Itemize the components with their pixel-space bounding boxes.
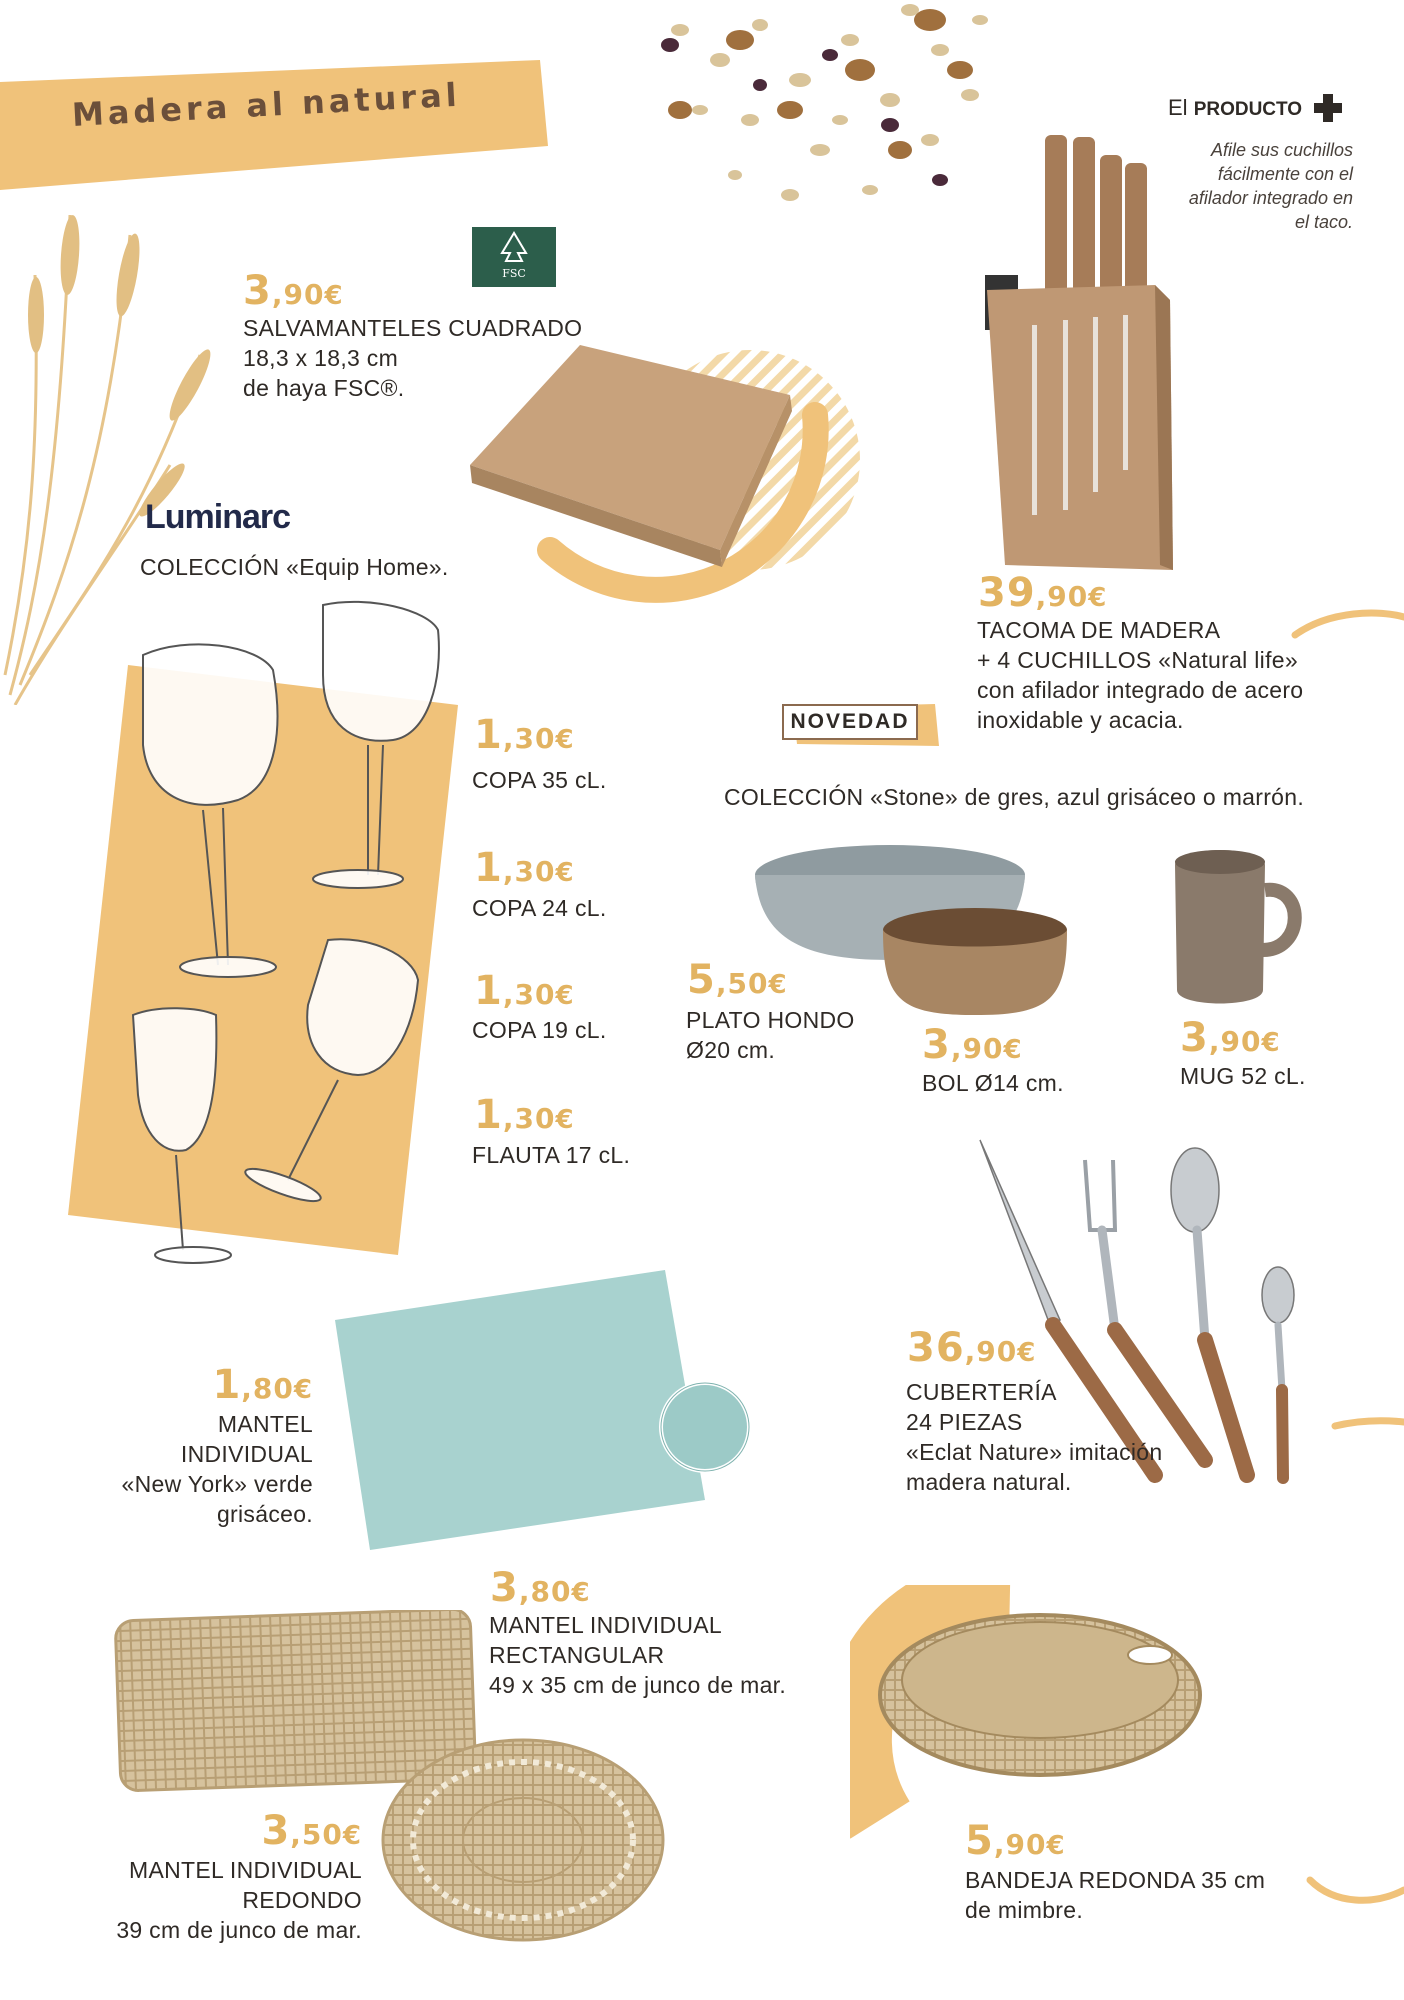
price-decimal: ,90 xyxy=(964,1335,1018,1368)
flauta-description: FLAUTA 17 cL. xyxy=(472,1142,631,1168)
bandeja-price xyxy=(965,1818,1066,1864)
price-decimal: ,30 xyxy=(502,722,556,755)
note-line: Afile sus cuchillos xyxy=(1210,140,1353,160)
mug-description: MUG 52 cL. xyxy=(1180,1063,1306,1089)
price-currency: € xyxy=(555,1105,575,1135)
price-integer: 3 xyxy=(261,1808,291,1854)
price-integer: 3 xyxy=(1180,1015,1209,1061)
mantel-ny-price xyxy=(200,1362,313,1408)
copa35-price xyxy=(474,712,575,758)
note-line: fácilmente con el xyxy=(1217,164,1353,184)
price-integer: 1 xyxy=(212,1362,242,1408)
description-line: 18,3 x 18,3 cm xyxy=(243,345,399,371)
fsc-logo xyxy=(472,227,556,287)
flauta-price xyxy=(474,1092,575,1138)
description-line: + 4 CUCHILLOS «Natural life» xyxy=(977,647,1298,673)
price-integer: 1 xyxy=(474,1092,503,1138)
price-decimal: ,90 xyxy=(1208,1025,1262,1058)
price-currency: € xyxy=(293,1375,313,1405)
page-title: Madera al natural xyxy=(71,75,462,134)
mantel-new-york-image xyxy=(330,1265,770,1555)
description-line: «Eclat Nature» imitación xyxy=(906,1439,1163,1465)
description-line: Ø20 cm. xyxy=(686,1037,776,1063)
plus-icon xyxy=(1312,92,1344,124)
price-decimal: ,30 xyxy=(502,855,556,888)
price-decimal: ,90 xyxy=(950,1032,1004,1065)
price-integer: 36 xyxy=(907,1325,965,1371)
luminarc-collection: COLECCIÓN «Equip Home». xyxy=(140,554,449,580)
price-decimal: ,90 xyxy=(1035,580,1089,613)
description-line: INDIVIDUAL xyxy=(180,1441,313,1467)
decorative-arc xyxy=(1330,1408,1404,1438)
description-line: PLATO HONDO xyxy=(686,1007,855,1033)
producto-plus-heading xyxy=(1168,95,1302,121)
knife-block-image xyxy=(975,125,1185,575)
price-currency: € xyxy=(555,981,575,1011)
description-line: MANTEL INDIVIDUAL xyxy=(128,1857,362,1883)
price-decimal: ,30 xyxy=(502,978,556,1011)
bol-description: BOL Ø14 cm. xyxy=(922,1070,1064,1096)
price-integer: 3 xyxy=(243,268,272,314)
price-decimal: ,90 xyxy=(993,1828,1047,1861)
plato-hondo-price xyxy=(687,957,788,1003)
price-integer: 39 xyxy=(978,570,1036,616)
tree-icon xyxy=(472,227,556,267)
price-currency: € xyxy=(571,1578,591,1608)
mantel-ny-description xyxy=(90,1409,313,1529)
description-line: inoxidable y acacia. xyxy=(977,707,1184,733)
bandeja-description xyxy=(965,1865,1265,1925)
description-line: «New York» verde xyxy=(121,1471,313,1497)
note-line: el taco. xyxy=(1294,212,1353,232)
stone-collection: COLECCIÓN «Stone» de gres, azul grisáceo o marrón. xyxy=(724,784,1305,810)
fsc-logo-text: FSC xyxy=(502,267,526,280)
mantel-redondo-price xyxy=(200,1808,362,1854)
price-decimal: ,50 xyxy=(290,1818,343,1851)
tacoma-description xyxy=(977,615,1303,735)
description-line: RECTANGULAR xyxy=(489,1642,665,1668)
price-currency: € xyxy=(1017,1338,1037,1368)
price-integer: 1 xyxy=(474,712,503,758)
producto-plus-prefix: El xyxy=(1168,95,1194,120)
description-line: REDONDO xyxy=(242,1887,362,1913)
tacoma-price xyxy=(978,570,1107,616)
price-integer: 5 xyxy=(965,1818,994,1864)
decorative-arc xyxy=(1290,605,1404,665)
description-line: SALVAMANTELES CUADRADO xyxy=(243,315,583,341)
description-line: de haya FSC®. xyxy=(243,375,405,401)
price-decimal: ,80 xyxy=(518,1575,572,1608)
price-integer: 3 xyxy=(490,1565,519,1611)
mug-price xyxy=(1180,1015,1281,1061)
producto-plus-label: PRODUCTO xyxy=(1193,99,1303,120)
note-line: afilador integrado en xyxy=(1188,188,1353,208)
description-line: MANTEL INDIVIDUAL xyxy=(489,1612,723,1638)
description-line: con afilador integrado de acero xyxy=(977,677,1304,703)
price-currency: € xyxy=(1003,1035,1023,1065)
copa19-description: COPA 19 cL. xyxy=(472,1017,607,1043)
salvamanteles-price xyxy=(243,268,344,314)
copa24-price xyxy=(474,845,575,891)
price-integer: 5 xyxy=(687,957,716,1003)
price-integer: 1 xyxy=(474,968,503,1014)
price-decimal: ,30 xyxy=(502,1102,556,1135)
description-line: CUBERTERÍA xyxy=(906,1379,1057,1405)
mantel-rect-price xyxy=(490,1565,591,1611)
description-line: de mimbre. xyxy=(965,1897,1084,1923)
price-currency: € xyxy=(555,725,575,755)
description-line: grisáceo. xyxy=(216,1501,313,1527)
bol-price xyxy=(922,1022,1023,1068)
price-integer: 1 xyxy=(474,845,503,891)
bandeja-image xyxy=(850,1585,1210,1845)
cuberteria-price xyxy=(907,1325,1036,1371)
copa35-description: COPA 35 cL. xyxy=(472,767,607,793)
description-line: 24 PIEZAS xyxy=(906,1409,1023,1435)
description-line: 39 cm de junco de mar. xyxy=(116,1917,362,1943)
price-currency: € xyxy=(1046,1831,1066,1861)
glasses-image xyxy=(68,595,458,1285)
copa24-description: COPA 24 cL. xyxy=(472,895,607,921)
price-decimal: ,90 xyxy=(271,278,325,311)
description-line: BANDEJA REDONDA 35 cm xyxy=(965,1867,1266,1893)
price-currency: € xyxy=(324,281,344,311)
price-currency: € xyxy=(555,858,575,888)
description-line: madera natural. xyxy=(906,1469,1072,1495)
novedad-badge: NOVEDAD xyxy=(782,704,918,740)
description-line: 49 x 35 cm de junco de mar. xyxy=(489,1672,787,1698)
price-currency: € xyxy=(1088,583,1108,613)
mantel-rect-description xyxy=(489,1610,786,1700)
mantel-redondo-description xyxy=(62,1855,362,1945)
copa19-price xyxy=(474,968,575,1014)
description-line: MANTEL xyxy=(217,1411,313,1437)
price-integer: 3 xyxy=(922,1022,951,1068)
cuberteria-description xyxy=(906,1377,1162,1497)
price-currency: € xyxy=(342,1821,362,1851)
plato-hondo-description xyxy=(686,1005,855,1065)
price-decimal: ,80 xyxy=(241,1372,294,1405)
decorative-arc xyxy=(1305,1860,1404,1920)
price-currency: € xyxy=(768,970,788,1000)
price-decimal: ,50 xyxy=(715,967,769,1000)
luminarc-logo: Luminarc xyxy=(145,498,291,536)
salvamanteles-description xyxy=(243,313,582,403)
price-currency: € xyxy=(1261,1028,1281,1058)
description-line: TACOMA DE MADERA xyxy=(977,617,1221,643)
